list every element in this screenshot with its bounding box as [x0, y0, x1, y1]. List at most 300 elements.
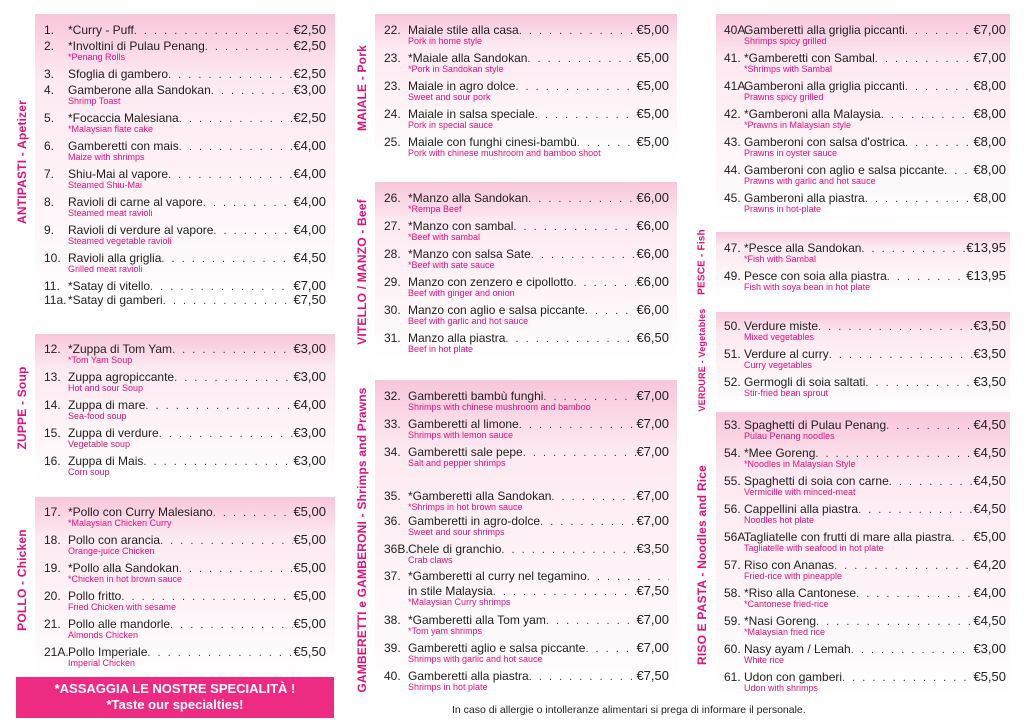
item-name: Manzo con aglio e salsa piccante: [408, 303, 585, 317]
menu-item-row: [44, 341, 326, 355]
item-price: €7,00: [636, 416, 669, 431]
item-name: Zuppa di verdure: [68, 426, 159, 440]
item-price: €7,00: [636, 612, 669, 627]
item-translation: *Beef with sambal: [408, 232, 481, 242]
menu-item: [724, 22, 1006, 46]
item-name: Gamberetti alla griglia piccanti: [744, 23, 905, 37]
leader-dots: [856, 588, 973, 600]
item-name: *Gamberetti con Sambal: [744, 51, 875, 65]
leader-dots: [211, 85, 294, 97]
item-name: *Manzo con sambal: [408, 219, 514, 233]
leader-dots: [585, 643, 636, 655]
item-price: €5,00: [293, 532, 326, 547]
item-price: €6,00: [636, 246, 669, 261]
item-translation: *Rempa Beef: [408, 204, 462, 214]
label-zuppe: ZUPPE - Soup: [15, 366, 29, 450]
item-name: *Nasi Goreng: [744, 614, 817, 628]
menu-item-row: [724, 162, 1006, 176]
item-name: Pollo fritto: [68, 589, 122, 603]
menu-item: [384, 134, 669, 158]
item-number: 17.: [44, 505, 61, 519]
menu-item-row: [44, 504, 326, 518]
item-translation: *Fish with Sambal: [744, 254, 817, 264]
leader-dots: [531, 249, 637, 261]
item-price: €7,00: [636, 444, 669, 459]
menu-item-row: [44, 38, 326, 52]
item-number: 25.: [384, 135, 401, 149]
leader-dots: [179, 141, 294, 153]
item-number: 9.: [44, 223, 55, 237]
leader-dots: [529, 671, 637, 683]
item-number: 27.: [384, 219, 401, 233]
item-number: 18.: [44, 533, 61, 547]
menu-item: [724, 501, 1006, 525]
menu-item-row: [384, 134, 669, 148]
item-name: Maiale in agro dolce: [408, 79, 516, 93]
item-name: *Gamberetti alla Sandokan: [408, 489, 552, 503]
item-number: 26.: [384, 191, 401, 205]
item-number: 24.: [384, 107, 401, 121]
menu-item-row: [724, 585, 1006, 599]
item-translation: Pork in home style: [408, 36, 483, 46]
menu-item: [724, 374, 1006, 398]
menu-item-row: [724, 346, 1006, 360]
menu-item: [384, 78, 669, 102]
item-price: €4,00: [293, 397, 326, 412]
item-translation: Curry vegetables: [744, 360, 813, 370]
item-name: *Pesce alla Sandokan: [744, 241, 862, 255]
item-translation: *Malaysian fried rice: [744, 627, 826, 637]
menu-item: [384, 330, 669, 354]
item-translation: Shrimp Toast: [68, 96, 121, 106]
menu-item: [44, 250, 326, 274]
item-price: €7,00: [973, 22, 1006, 37]
item-price: €4,50: [973, 473, 1006, 488]
menu-item: [724, 445, 1006, 469]
item-price: €4,50: [293, 250, 326, 265]
menu-item-row: [724, 669, 1006, 683]
menu-item-row: [384, 444, 669, 458]
item-name: Gamberetti con mais: [68, 139, 179, 153]
item-price: €5,00: [293, 504, 326, 519]
item-translation: Prawns spicy grilled: [744, 92, 824, 102]
menu-item: [384, 246, 669, 270]
label-pollo: POLLO - Chicken: [15, 529, 29, 631]
menu-item-row: [384, 668, 669, 682]
item-price: €3,50: [973, 318, 1006, 333]
item-number: 4.: [44, 83, 55, 97]
menu-item-row: [44, 138, 326, 152]
promo-line-english: *Taste our specialties!: [106, 697, 244, 712]
item-name: Gamberetti alla piastra: [408, 669, 529, 683]
menu-item: [724, 78, 1006, 102]
item-translation: Corn soup: [68, 467, 110, 477]
item-name: Tagliatelle con frutti di mare alla piastra: [744, 530, 952, 544]
menu-item: [384, 612, 669, 636]
item-name: Gamberetti al limone: [408, 417, 519, 431]
item-translation: Grilled meat ravioli: [68, 264, 143, 274]
leader-dots: [818, 321, 973, 333]
menu-item: [724, 529, 1006, 553]
item-name: *Pollo alla Sandokan: [68, 561, 179, 575]
item-price: €6,00: [636, 302, 669, 317]
menu-item-row: [44, 222, 326, 236]
menu-item: [44, 560, 326, 584]
item-translation: Fried-rice with pineapple: [744, 571, 843, 581]
item-number: 11.: [44, 279, 60, 293]
item-translation: *Noodles in Malaysian Style: [744, 459, 856, 469]
item-price: €3,00: [293, 82, 326, 97]
item-number: 41A.: [724, 79, 749, 93]
item-name: *Gamberetti al curry nel tegamino: [408, 569, 587, 583]
leader-dots: [179, 563, 294, 575]
item-number: 2.: [44, 39, 55, 53]
item-number: 61.: [724, 670, 741, 684]
item-number: 49.: [724, 269, 741, 283]
menu-item: [44, 222, 326, 246]
menu-item-row: [724, 529, 1006, 543]
item-price: €3,00: [293, 341, 326, 356]
menu-item: [724, 346, 1006, 370]
leader-dots: [865, 377, 973, 389]
menu-item: [44, 292, 326, 306]
item-translation: Orange-juice Chicken: [68, 546, 155, 556]
item-name: Ravioli di verdure al vapore: [68, 223, 214, 237]
item-translation: Tagliatelle with seafood in hot plate: [744, 543, 884, 553]
leader-dots: [875, 53, 974, 65]
item-name: Manzo alla piastra: [408, 331, 506, 345]
item-name: Gamberetti bambù funghi: [408, 389, 544, 403]
item-price: €5,00: [636, 50, 669, 65]
item-number: 53.: [724, 418, 741, 432]
item-price: €4,00: [293, 222, 326, 237]
item-translation: Shrimps with garlic and hot sauce: [408, 654, 543, 664]
item-price: €3,00: [293, 425, 326, 440]
item-translation: Prawns with garlic and hot sauce: [744, 176, 876, 186]
leader-dots: [519, 25, 637, 37]
leader-dots: [527, 53, 636, 65]
leader-dots: [834, 560, 973, 572]
item-number: 47.: [724, 241, 741, 255]
item-number: 42.: [724, 107, 741, 121]
item-translation: *Chicken in hot brown sauce: [68, 574, 183, 584]
item-price: €8,00: [973, 106, 1006, 121]
item-price: €5,00: [293, 616, 326, 631]
leader-dots: [573, 277, 636, 289]
menu-item: [384, 388, 669, 412]
label-maiale: MAIALE - Pork: [355, 45, 369, 131]
label-verdure: VERDURE - Vegetables: [697, 308, 707, 412]
item-translation: Shrimps with lemon sauce: [408, 430, 514, 440]
item-name: Spaghetti di Pulau Penang: [744, 418, 887, 432]
item-price: €5,50: [973, 669, 1006, 684]
item-name: Gamberetti aglio e salsa piccante: [408, 641, 586, 655]
menu-item: [384, 640, 669, 664]
menu-item-row: [44, 616, 326, 630]
menu-item-row: [384, 330, 669, 344]
menu-item-row: [384, 488, 669, 502]
item-number: 3.: [44, 67, 55, 81]
item-price: €4,20: [973, 557, 1006, 572]
item-price: €3,00: [293, 453, 326, 468]
menu-item: [724, 268, 1006, 292]
leader-dots: [163, 295, 294, 307]
leader-dots: [505, 333, 636, 345]
item-name: Maiale con funghi cinesi-bambù: [408, 135, 577, 149]
menu-item: [724, 240, 1006, 264]
item-name: Gamberoni alla piastra: [744, 191, 865, 205]
item-name: Ravioli alla griglia: [68, 251, 162, 265]
label-riso: RISO E PASTA - Noodles and Rice: [695, 464, 709, 666]
leader-dots: [203, 197, 294, 209]
menu-item-row: [384, 640, 669, 654]
item-price: €4,00: [973, 585, 1006, 600]
item-price: €7,50: [636, 668, 669, 683]
menu-item-row: [44, 66, 326, 80]
menu-item: [44, 38, 326, 62]
menu-item: [44, 369, 326, 393]
item-name: Gamberoni con aglio e salsa piccante: [744, 163, 945, 177]
menu-item-row: [44, 397, 326, 411]
item-translation: Beef with garlic and hot sauce: [408, 316, 529, 326]
menu-item: [384, 302, 669, 326]
menu-item-row: [724, 613, 1006, 627]
item-price: €5,00: [973, 529, 1006, 544]
item-name: *Manzo con salsa Sate: [408, 247, 531, 261]
menu-item: [384, 444, 669, 468]
leader-dots: [523, 447, 637, 459]
menu-item-row: [384, 50, 669, 64]
menu-item-row: [724, 240, 1006, 254]
item-translation: Beef in hot plate: [408, 344, 474, 354]
item-name: Udon con gamberi: [744, 670, 843, 684]
item-price: €3,50: [636, 541, 669, 556]
item-translation: *Cantonese fried-rice: [744, 599, 829, 609]
item-name: Cappellini alla piastra: [744, 502, 859, 516]
leader-dots: [213, 507, 294, 519]
leader-dots: [515, 81, 636, 93]
label-manzo: VITELLO / MANZO - Beef: [355, 199, 369, 345]
item-number: 8.: [44, 195, 55, 209]
item-translation: *Malaysian Chicken Curry: [68, 518, 172, 528]
item-price: €6,00: [636, 218, 669, 233]
item-name: Ravioli di carne al vapore: [68, 195, 203, 209]
item-translation: Prawns in oyster sauce: [744, 148, 838, 158]
menu-item: [44, 616, 326, 640]
item-number: 34.: [384, 445, 401, 459]
item-number: 38.: [384, 613, 401, 627]
menu-item: [724, 162, 1006, 186]
leader-dots: [905, 137, 973, 149]
menu-item: [724, 318, 1006, 342]
item-price: €2,50: [293, 66, 326, 81]
menu-item-row: [724, 417, 1006, 431]
item-name: *Satay di vitello: [68, 279, 151, 293]
item-number: 15.: [44, 426, 61, 440]
item-price: €5,50: [293, 644, 326, 659]
menu-item: [44, 66, 326, 80]
item-name: Verdure al curry: [744, 347, 829, 361]
item-name: Zuppa di Mais: [68, 454, 144, 468]
item-translation: Fried Chicken with sesame: [68, 602, 177, 612]
item-translation: Pulau Penang noodles: [744, 431, 835, 441]
menu-item-row: [44, 588, 326, 602]
item-price: €3,00: [293, 369, 326, 384]
promo-line-italian: *ASSAGGIA LE NOSTRE SPECIALITÀ !: [54, 681, 296, 696]
item-price: €7,00: [636, 640, 669, 655]
item-translation: Sea-food soup: [68, 411, 127, 421]
item-translation: Crab claws: [408, 555, 453, 565]
item-price: €5,00: [293, 588, 326, 603]
allergy-note: In caso di allergie o intolleranze alimentari si prega di informare il personale.: [452, 704, 806, 716]
item-number: 11a.: [44, 293, 67, 307]
menu-item-row: [44, 453, 326, 467]
item-name: Pollo con arancia: [68, 533, 161, 547]
item-number: 13.: [44, 370, 61, 384]
item-translation: Sweet and sour shrimps: [408, 527, 505, 537]
item-translation: Shrimps spicy grilled: [744, 36, 827, 46]
item-number: 21A.: [44, 645, 69, 659]
item-price: €4,50: [973, 417, 1006, 432]
item-number: 31.: [384, 331, 401, 345]
item-number: 60.: [724, 642, 741, 656]
item-translation: *Pork in Sandokan style: [408, 64, 504, 74]
menu-item-row: [384, 218, 669, 232]
leader-dots: [170, 619, 293, 631]
item-name: Maiale stile alla casa: [408, 23, 519, 37]
item-name: Pesce con soia alla piastra: [744, 269, 887, 283]
menu-item: [44, 532, 326, 556]
item-translation: Salt and pepper shrimps: [408, 458, 506, 468]
menu-item-row: [44, 110, 326, 124]
item-price: €2,50: [293, 110, 326, 125]
menu-item: [724, 557, 1006, 581]
item-name: Gamberetti in agro-dolce: [408, 514, 541, 528]
item-translation: Maize with shrimps: [68, 152, 145, 162]
item-price: €5,00: [293, 560, 326, 575]
leader-dots: [842, 672, 973, 684]
menu-item: [44, 425, 326, 449]
item-translation: Steamed Shiu-Mai: [68, 180, 143, 190]
item-name: Verdure miste: [744, 319, 819, 333]
menu-item: [724, 50, 1006, 74]
item-name: Zuppa agropiccante: [68, 370, 175, 384]
menu-item: [724, 669, 1006, 693]
leader-dots: [179, 113, 294, 125]
menu-item: [724, 417, 1006, 441]
item-translation: Imperial Chicken: [68, 658, 136, 668]
leader-dots: [134, 25, 294, 37]
menu-item-row: [384, 612, 669, 626]
leader-dots: [168, 169, 293, 181]
item-price: €6,50: [636, 330, 669, 345]
item-number: 50.: [724, 319, 741, 333]
leader-dots: [865, 193, 974, 205]
item-number: 23.: [384, 51, 401, 65]
menu-item-row: [44, 560, 326, 574]
item-name: Pollo Imperiale: [68, 645, 148, 659]
menu-item-row: [724, 106, 1006, 120]
menu-item: [384, 274, 669, 298]
menu-item: [44, 644, 326, 668]
leader-dots: [501, 544, 636, 556]
item-price: €4,00: [293, 138, 326, 153]
menu-item-row: [384, 246, 669, 260]
item-price: €7,00: [973, 50, 1006, 65]
item-price: €13,95: [966, 240, 1006, 255]
item-translation: Shrimps with chinese mushroom and bamboo: [408, 402, 591, 412]
item-price: €2,50: [293, 38, 326, 53]
menu-item: [44, 194, 326, 218]
menu-item: [44, 397, 326, 421]
item-number: 21.: [44, 617, 61, 631]
menu-item: [44, 82, 326, 106]
item-price: €13,95: [966, 268, 1006, 283]
menu-item: [384, 218, 669, 242]
leader-dots: [519, 419, 637, 431]
item-name: *Mee Goreng: [744, 446, 816, 460]
leader-dots: [528, 193, 636, 205]
menu-item-row: [724, 134, 1006, 148]
menu-item-row: [384, 416, 669, 430]
item-translation: Pork with chinese mushroom and bamboo shoot: [408, 148, 601, 158]
leader-dots: [858, 504, 973, 516]
menu-item: [384, 668, 669, 692]
item-name: *Pollo con Curry Malesiano: [68, 505, 213, 519]
item-translation: *Tom yam shrimps: [408, 626, 483, 636]
menu-item-row: [724, 501, 1006, 515]
label-pesce: PESCE - Fish: [696, 229, 708, 295]
leader-dots: [829, 349, 974, 361]
item-number: 59.: [724, 614, 741, 628]
leader-dots: [905, 25, 974, 37]
menu-item-row: [44, 644, 326, 658]
menu-item-row: [384, 541, 669, 555]
leader-dots: [585, 305, 637, 317]
item-number: 33.: [384, 417, 401, 431]
item-price: €8,00: [973, 78, 1006, 93]
item-name: Nasy ayam / Lemah: [744, 642, 851, 656]
menu-item-row: [724, 473, 1006, 487]
menu-item: [724, 190, 1006, 214]
menu-item-row: [724, 78, 1006, 92]
leader-dots: [540, 516, 636, 528]
menu-item-row: [44, 250, 326, 264]
menu-item: [724, 641, 1006, 665]
item-price: €7,00: [636, 488, 669, 503]
item-number: 10.: [44, 251, 61, 265]
item-name: *Curry - Puff: [68, 23, 134, 37]
item-price: €4,50: [973, 445, 1006, 460]
menu-item: [384, 541, 669, 565]
leader-dots: [213, 225, 293, 237]
item-number: 40A.: [724, 23, 749, 37]
leader-dots: [160, 535, 293, 547]
item-price: €8,00: [973, 134, 1006, 149]
item-number: 41.: [724, 51, 741, 65]
menu-item-row: [724, 22, 1006, 36]
label-gamberetti: GAMBERETTI e GAMBERONI - Shrimps and Prawns: [355, 387, 369, 693]
leader-dots: [145, 400, 293, 412]
item-price: €2,50: [293, 22, 326, 37]
leader-dots: [944, 165, 973, 177]
item-price: €4,00: [293, 194, 326, 209]
item-name: Maiale in salsa speciale: [408, 107, 535, 121]
menu-item-row: [724, 445, 1006, 459]
item-price: €7,00: [636, 388, 669, 403]
menu-item: [384, 22, 669, 46]
item-price: €7,50: [636, 583, 669, 598]
